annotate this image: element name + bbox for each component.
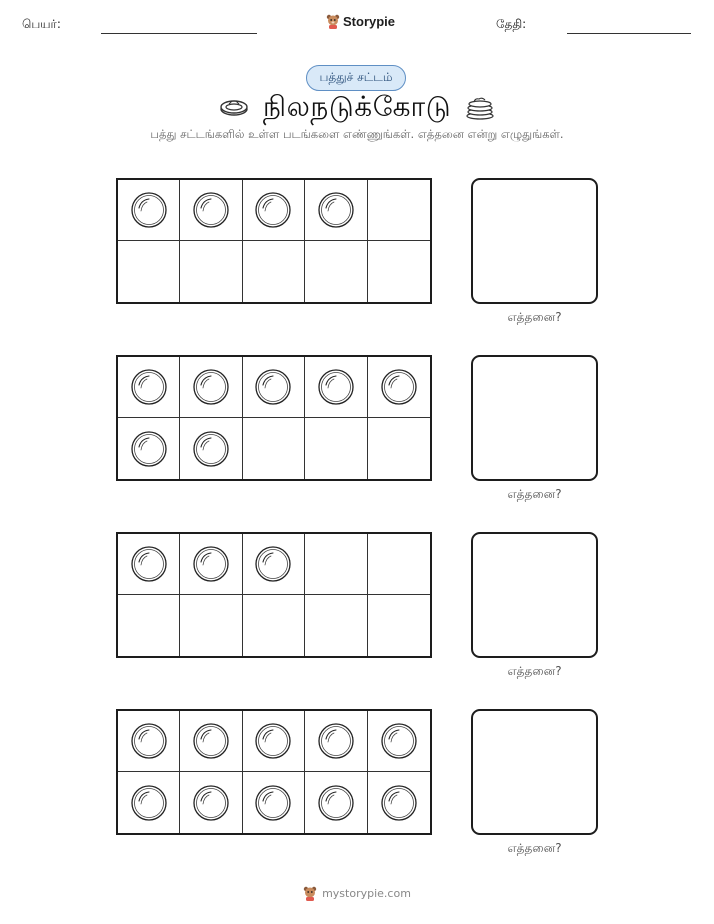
ten-frame bbox=[116, 709, 432, 835]
bubble-icon bbox=[317, 191, 355, 229]
ten-frame-cell bbox=[305, 711, 367, 772]
ten-frame-cell bbox=[243, 595, 305, 656]
how-many-label: எத்தனை? bbox=[507, 841, 562, 855]
ten-frame-cell bbox=[180, 180, 242, 241]
ten-frame-cell bbox=[243, 241, 305, 302]
how-many-label: எத்தனை? bbox=[507, 310, 562, 324]
ten-frame-cell bbox=[368, 241, 430, 302]
ten-frame-cell bbox=[305, 418, 367, 479]
name-line[interactable] bbox=[101, 33, 257, 34]
ten-frame-cell bbox=[118, 595, 180, 656]
brand-name: Storypie bbox=[343, 13, 396, 29]
page-title: நிலநடுக்கோடு bbox=[262, 89, 452, 123]
instructions: பத்து சட்டங்களில் உள்ள படங்களை எண்ணுங்கள். எத்தனை என்று எழுதுங்கள். bbox=[150, 127, 564, 141]
answer-box[interactable] bbox=[471, 532, 598, 658]
bubble-icon bbox=[317, 368, 355, 406]
ten-frame-cell bbox=[305, 595, 367, 656]
ten-frame bbox=[116, 532, 432, 658]
ten-frame-cell bbox=[118, 772, 180, 833]
bubble-icon bbox=[380, 722, 418, 760]
bubble-icon bbox=[130, 430, 168, 468]
ten-frame-cell bbox=[243, 180, 305, 241]
bubble-icon bbox=[192, 545, 230, 583]
bubble-icon bbox=[192, 368, 230, 406]
bubble-icon bbox=[317, 722, 355, 760]
pancake-stack-icon bbox=[465, 96, 495, 120]
footer-url: mystorypie.com bbox=[322, 886, 411, 900]
bubble-icon bbox=[130, 784, 168, 822]
ten-frame-cell bbox=[118, 711, 180, 772]
ten-frame-cell bbox=[243, 534, 305, 595]
ten-frame-cell bbox=[368, 595, 430, 656]
bubble-icon bbox=[192, 784, 230, 822]
ten-frame-cell bbox=[118, 357, 180, 418]
bubble-icon bbox=[254, 784, 292, 822]
ten-frame-cell bbox=[368, 418, 430, 479]
ten-frame-cell bbox=[243, 357, 305, 418]
ten-frame-cell bbox=[118, 534, 180, 595]
ten-frame-cell bbox=[118, 241, 180, 302]
how-many-label: எத்தனை? bbox=[507, 664, 562, 678]
bubble-icon bbox=[130, 191, 168, 229]
ten-frame-cell bbox=[180, 357, 242, 418]
bubble-icon bbox=[317, 784, 355, 822]
ten-frame-cell bbox=[243, 772, 305, 833]
bubble-icon bbox=[192, 191, 230, 229]
ring-icon bbox=[219, 99, 249, 117]
date-label: தேதி: bbox=[496, 17, 527, 31]
ten-frame-cell bbox=[180, 595, 242, 656]
date-line[interactable] bbox=[567, 33, 691, 34]
ten-frame-cell bbox=[180, 711, 242, 772]
ten-frame-cell bbox=[305, 180, 367, 241]
footer bbox=[0, 885, 714, 901]
bubble-icon bbox=[254, 722, 292, 760]
bubble-icon bbox=[130, 722, 168, 760]
ten-frame bbox=[116, 355, 432, 481]
name-label: பெயர்: bbox=[22, 17, 61, 31]
brand-logo bbox=[326, 13, 395, 29]
ten-frame-cell bbox=[368, 772, 430, 833]
ten-frame-cell bbox=[368, 534, 430, 595]
ten-frame-cell bbox=[305, 241, 367, 302]
ten-frame-cell bbox=[180, 772, 242, 833]
ten-frame-cell bbox=[368, 357, 430, 418]
answer-box[interactable] bbox=[471, 355, 598, 481]
answer-box[interactable] bbox=[471, 709, 598, 835]
bubble-icon bbox=[130, 368, 168, 406]
bubble-icon bbox=[380, 368, 418, 406]
bubble-icon bbox=[254, 545, 292, 583]
topic-badge: பத்துச் சட்டம் bbox=[306, 65, 406, 91]
ten-frame-cell bbox=[180, 418, 242, 479]
ten-frame-cell bbox=[305, 357, 367, 418]
ten-frame-cell bbox=[243, 711, 305, 772]
bubble-icon bbox=[254, 191, 292, 229]
bear-mascot-icon bbox=[326, 13, 340, 29]
ten-frame-cell bbox=[305, 772, 367, 833]
bubble-icon bbox=[192, 722, 230, 760]
ten-frame-cell bbox=[180, 241, 242, 302]
bubble-icon bbox=[254, 368, 292, 406]
bubble-icon bbox=[380, 784, 418, 822]
ten-frame-cell bbox=[118, 418, 180, 479]
bubble-icon bbox=[130, 545, 168, 583]
ten-frame-cell bbox=[368, 711, 430, 772]
ten-frame-cell bbox=[180, 534, 242, 595]
ten-frame bbox=[116, 178, 432, 304]
bubble-icon bbox=[192, 430, 230, 468]
ten-frame-cell bbox=[368, 180, 430, 241]
ten-frame-cell bbox=[305, 534, 367, 595]
ten-frame-cell bbox=[118, 180, 180, 241]
how-many-label: எத்தனை? bbox=[507, 487, 562, 501]
answer-box[interactable] bbox=[471, 178, 598, 304]
title-row bbox=[0, 91, 714, 125]
ten-frame-cell bbox=[243, 418, 305, 479]
bear-mascot-icon bbox=[303, 885, 317, 901]
